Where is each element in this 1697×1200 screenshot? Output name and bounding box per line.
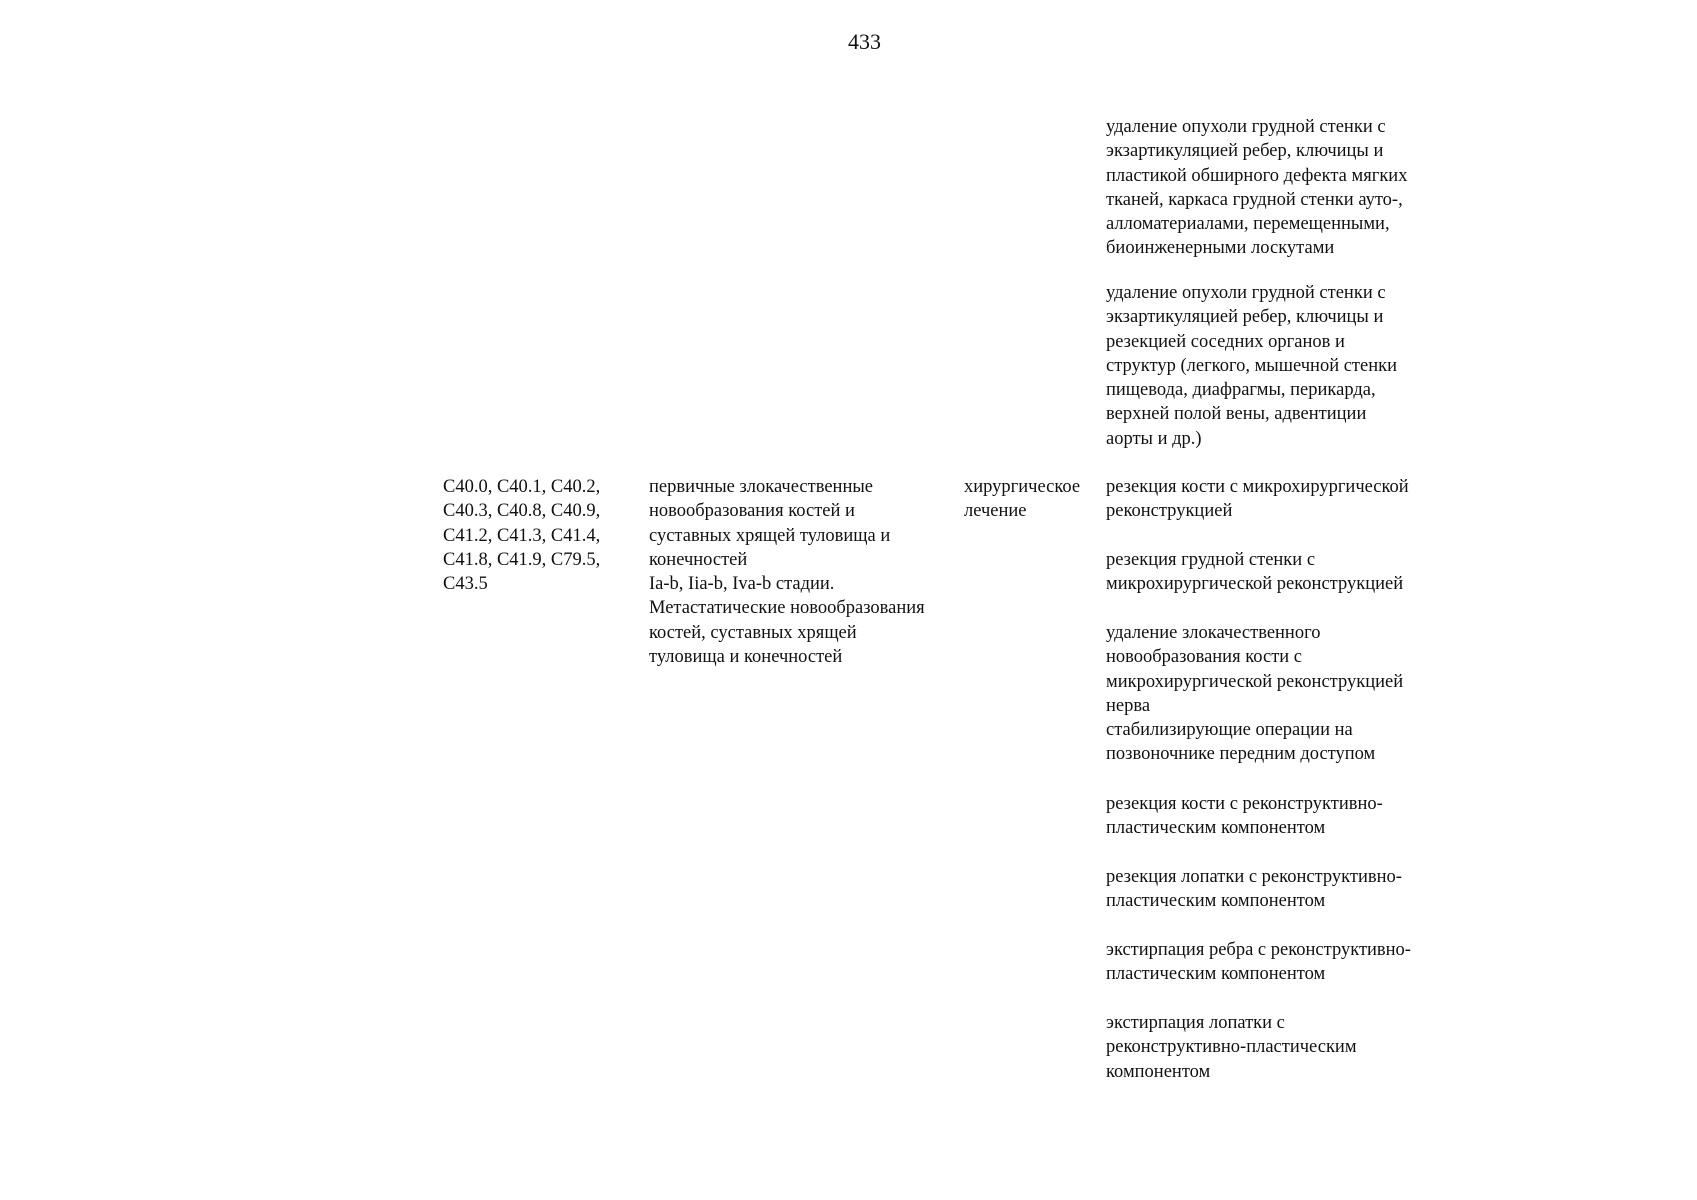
method-item: удаление злокачественного новообразования кости с микрохирургической реконструкцией нерва стабилизирующие операции на позвоночнике передним доступом [1106, 623, 1404, 765]
method-item: удаление опухоли грудной стенки с экзартикуляцией ребер, ключицы и пластикой обширного дефекта мягких тканей, каркаса грудной стенки ауто-, алломатериалами, перемещенными, биоинженерными лоскутами [1106, 117, 1408, 259]
method-item: экстирпация ребра с реконструктивно- пластическим компонентом [1106, 940, 1411, 985]
method-item: резекция грудной стенки с микрохирургической реконструкцией [1106, 550, 1404, 595]
method-item: резекция кости с микрохирургической реконструкцией [1106, 477, 1409, 522]
method-item: удаление опухоли грудной стенки с экзартикуляцией ребер, ключицы и резекцией соседних органов и структур (легкого, мышечной стенки пищевода, диафрагмы, перикарда, верхней полой вены, адвентиции аорты и др.) [1106, 283, 1398, 449]
treatment-type: хирургическое лечение [964, 477, 1081, 522]
diagnosis-description: первичные злокачественные новообразования костей и суставных хрящей туловища и конечностей Ia-b, Iia-b, Iva-b стадии. Метастатические новообразования костей, суставных хрящей туловища и конечностей [649, 477, 925, 668]
method-item: резекция кости с реконструктивно- пластическим компонентом [1106, 794, 1383, 839]
method-item: резекция лопатки с реконструктивно- пластическим компонентом [1106, 867, 1402, 912]
page-number: 433 [848, 29, 881, 54]
diagnosis-codes: C40.0, C40.1, C40.2, C40.3, C40.8, C40.9, C41.2, C41.3, C41.4, C41.8, C41.9, C79.5, C43.5 [443, 477, 601, 595]
method-item: экстирпация лопатки с реконструктивно-пластическим компонентом [1106, 1013, 1357, 1082]
